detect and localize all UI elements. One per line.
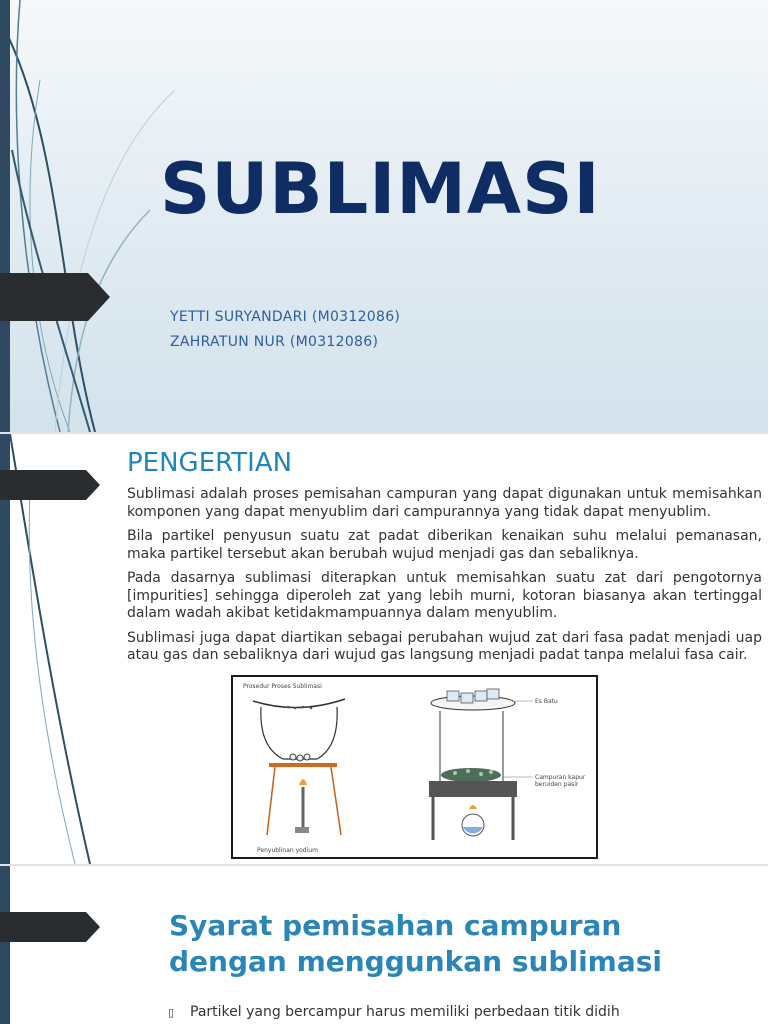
section-heading: PENGERTIAN xyxy=(127,448,293,478)
paragraph: Sublimasi juga dapat diartikan sebagai perubahan wujud zat dari fasa padat menjadi uap atau gas dan sebaliknya dari wujud gas langsung menjadi padat tanpa melalui fasa cair. xyxy=(127,629,762,663)
section-heading: Syarat pemisahan campuran dengan menggunkan sublimasi xyxy=(169,909,663,978)
label-mixture-line2: beruiden pasir xyxy=(535,781,579,788)
figure-title: Prosedur Proses Sublimasi xyxy=(243,683,322,690)
bullet-icon: ▯ xyxy=(168,1006,175,1019)
list-item xyxy=(168,1004,620,1020)
paragraph: Bila partikel penyusun suatu zat padat diberikan kenaikan suhu melalui pemanasan, maka partikel tersebut akan berubah wujud menjadi gas dan sebaliknya. xyxy=(127,528,762,562)
author-line: YETTI SURYANDARI (M0312086) xyxy=(170,309,401,325)
left-accent-bar xyxy=(0,866,10,1024)
title-slide xyxy=(0,0,768,432)
bullet-text: Partikel yang bercampur harus memiliki perbedaan titik didih xyxy=(190,1004,620,1020)
definition-text xyxy=(127,486,762,672)
author-line: ZAHRATUN NUR (M0312086) xyxy=(170,334,379,350)
dark-arrow-tab xyxy=(0,273,110,321)
left-accent-bar xyxy=(0,0,10,432)
paragraph: Pada dasarnya sublimasi diterapkan untuk memisahkan suatu zat dari pengotornya [impurities] sehingga diperoleh zat yang lebih murni, kotoran biasanya akan tertinggal dalam wadah akibat ketidakmampuannya dalam menyublim. xyxy=(127,570,762,621)
figure-caption: Penyublinan yodium xyxy=(257,847,318,854)
label-mixture: Campuran kapur xyxy=(535,774,586,781)
label-ice: Es Batu xyxy=(535,698,558,705)
author-list xyxy=(170,305,400,355)
sublimation-diagram xyxy=(231,675,598,859)
requirements-slide xyxy=(0,866,768,1024)
definition-slide xyxy=(0,434,768,864)
slide-title: SUBLIMASI xyxy=(160,148,601,230)
paragraph: Sublimasi adalah proses pemisahan campuran yang dapat digunakan untuk memisahkan komponen yang dapat menyublim dari campurannya yang tidak dapat menyublim. xyxy=(127,486,762,520)
dark-arrow-tab xyxy=(0,912,100,942)
dark-arrow-tab xyxy=(0,470,100,500)
